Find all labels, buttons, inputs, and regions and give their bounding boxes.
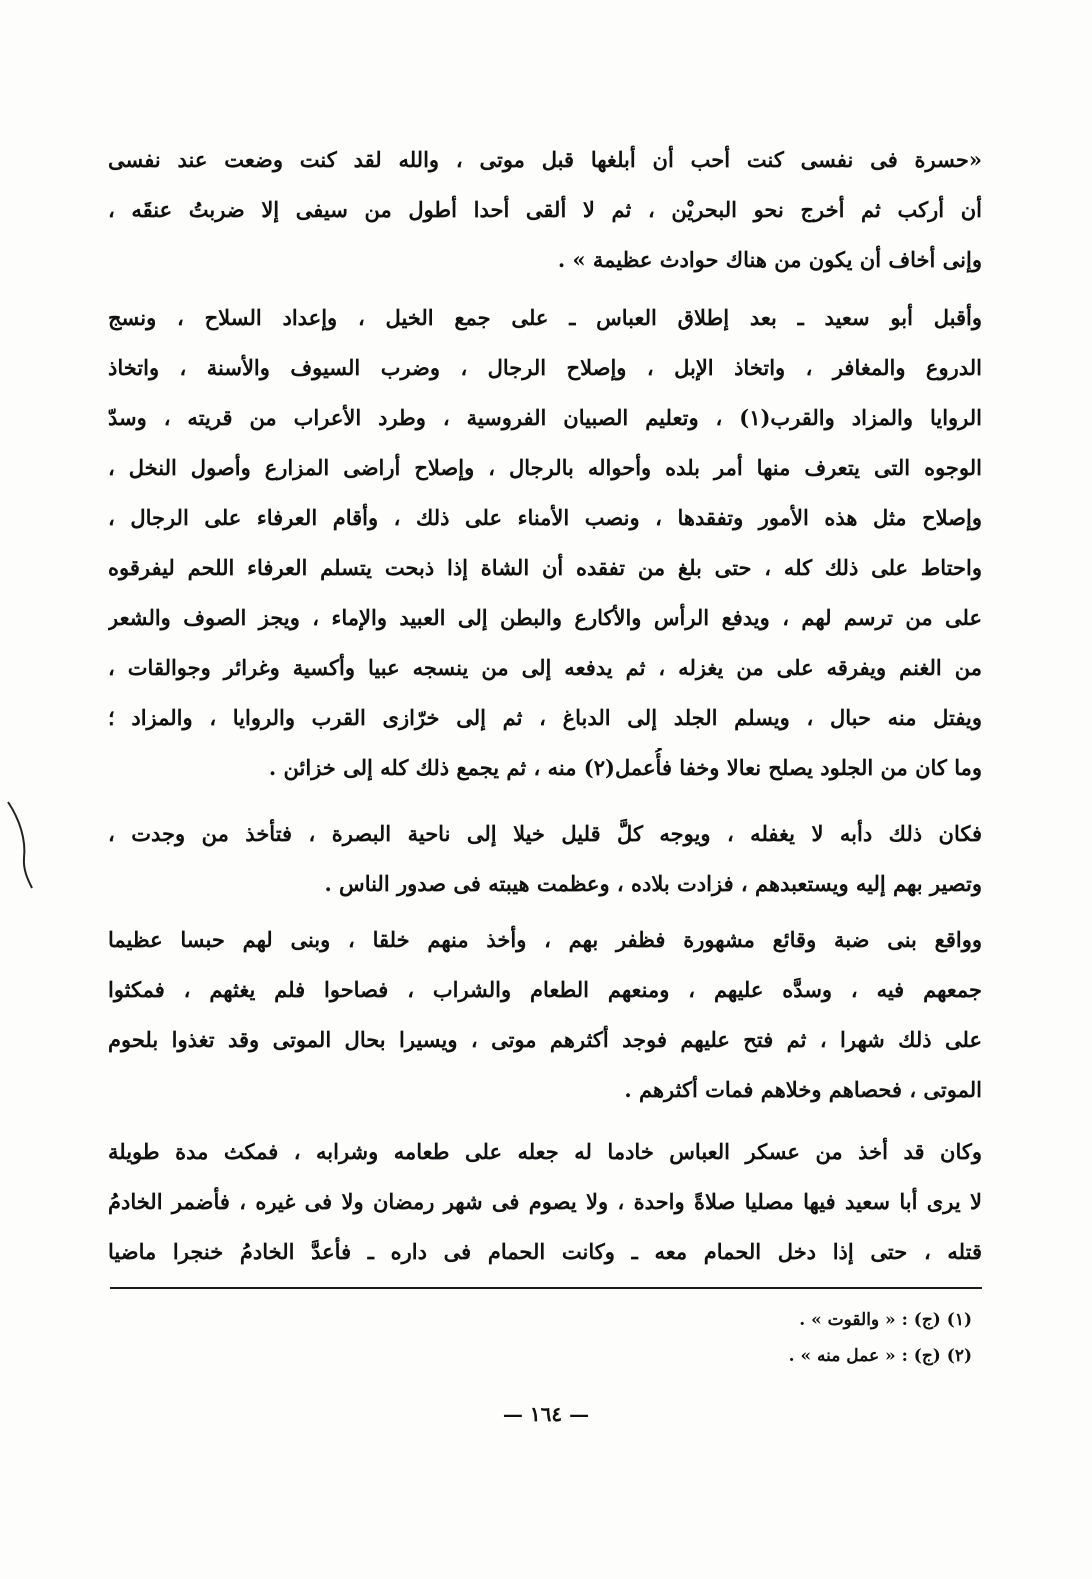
text-line: وإصلاح مثل هذه الأمور وتفقدها ، ونصب الأمناء على ذلك ، وأقام العرفاء على الرجال ، xyxy=(108,505,982,530)
text-line: لا يرى أبا سعيد فيها مصليا صلاةً واحدة ، ولا يصوم فى شهر رمضان ولا فى غيره ، فأضمر الخادمُ xyxy=(108,1189,982,1214)
page-number: — ١٦٤ — xyxy=(502,1402,590,1426)
text-line: الوجوه التى يتعرف منها أمر بلده وأحواله بالرجال ، وإصلاح أراضى المزارع وأصول النخل ، xyxy=(108,455,982,480)
text-line: وأقبل أبو سعيد ـ بعد إطلاق العباس ـ على جمع الخيل ، وإعداد السلاح ، ونسج xyxy=(108,305,982,330)
text-line: الموتى ، فحصاهم وخلاهم فمات أكثرهم . xyxy=(624,1077,982,1102)
footnote-divider xyxy=(110,1287,982,1289)
text-line: وما كان من الجلود يصلح نعالا وخفا فأُعمل(٢) منه ، ثم يجمع ذلك كله إلى خزائن . xyxy=(268,755,982,780)
text-line: قتله ، حتى إذا دخل الحمام معه ـ وكانت الحمام فى داره ـ فأعدَّ الخادمُ خنجرا ماضيا xyxy=(108,1239,982,1264)
text-line: واحتاط على ذلك كله ، حتى بلغ من تفقده أن الشاة إذا ذبحت يتسلم العرفاء اللحم ليفرقوه xyxy=(108,555,982,580)
text-line: «حسرة فى نفسى كنت أحب أن أبلغها قبل موتى ، والله لقد كنت وضعت عند نفسى xyxy=(108,147,982,172)
footnote-2: (٢) (ج) : « عمل منه » . xyxy=(788,1346,972,1366)
text-line: جمعهم فيه ، وسدَّه عليهم ، ومنعهم الطعام والشراب ، فصاحوا فلم يغثهم ، فمكثوا xyxy=(108,977,982,1002)
margin-bracket-mark xyxy=(6,800,36,890)
text-line: الدروع والمغافر ، واتخاذ الإبل ، وإصلاح الرجال ، وضرب السيوف والأسنة ، واتخاذ xyxy=(108,355,982,380)
text-line: وتصير بهم إليه ويستعبدهم ، فزادت بلاده ، وعظمت هيبته فى صدور الناس . xyxy=(324,871,982,896)
text-line: من الغنم ويفرقه على من يغزله ، ثم يدفعه إلى من ينسجه عبيا وأكسية وغرائر وجوالقات ، xyxy=(108,655,982,680)
text-line: على من ترسم لهم ، ويدفع الرأس والأكارع والبطن إلى العبيد والإماء ، ويجز الصوف والشعر xyxy=(108,605,982,630)
footnote-1: (١) (ج) : « والقوت » . xyxy=(799,1310,972,1330)
text-line: وإنى أخاف أن يكون من هناك حوادث عظيمة » . xyxy=(557,247,982,272)
text-line: أن أركب ثم أخرج نحو البحريْن ، ثم لا ألقى أحدا أطول من سيفى إلا ضربتُ عنقَه ، xyxy=(108,197,982,222)
text-line: فكان ذلك دأبه لا يغفله ، ويوجه كلَّ قليل خيلا إلى ناحية البصرة ، فتأخذ من وجدت ، xyxy=(108,821,982,846)
text-line: وواقع بنى ضبة وقائع مشهورة فظفر بهم ، وأخذ منهم خلقا ، وبنى لهم حبسا عظيما xyxy=(108,927,982,952)
text-line: وكان قد أخذ من عسكر العباس خادما له جعله على طعامه وشرابه ، فمكث مدة طويلة xyxy=(108,1139,982,1164)
text-line: على ذلك شهرا ، ثم فتح عليهم فوجد أكثرهم موتى ، ويسيرا بحال الموتى وقد تغذوا بلحوم xyxy=(108,1027,982,1052)
text-line: الروايا والمزاد والقرب(١) ، وتعليم الصبيان الفروسية ، وطرد الأعراب من قريته ، وسدّ xyxy=(108,405,982,430)
text-line: ويفتل منه حبال ، ويسلم الجلد إلى الدباغ ، ثم إلى خرّازى القرب والروايا ، والمزاد ؛ xyxy=(108,705,982,730)
